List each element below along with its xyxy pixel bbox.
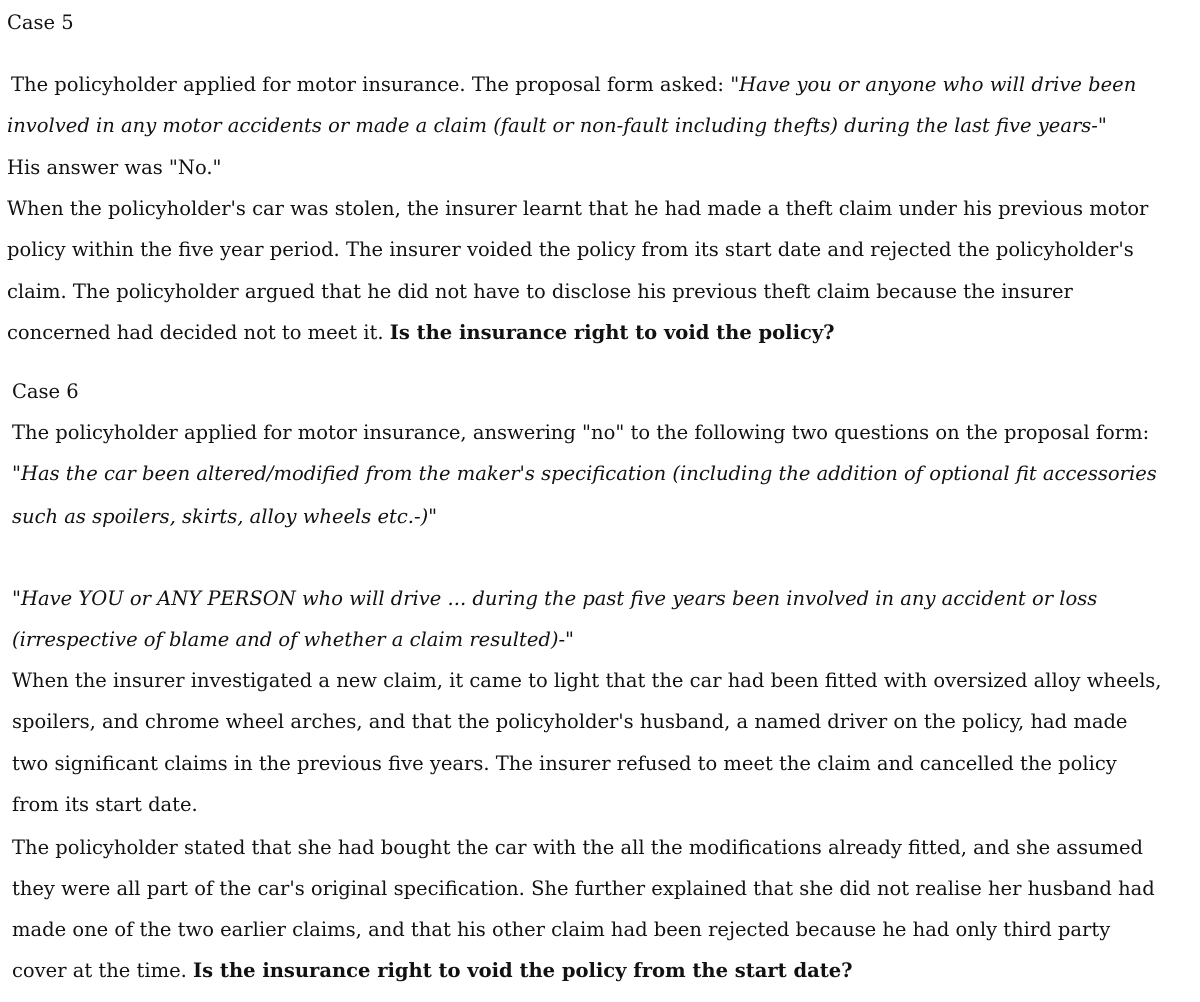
case6-question-2-line-1: "Have YOU or ANY PERSON who will drive ... during the past five years been involved in any accident or loss — [12, 587, 1098, 610]
case6-defence-text: cover at the time. — [12, 959, 194, 982]
case6-defence-line-4 — [12, 959, 853, 983]
case5-facts-line-3: claim. The policyholder argued that he did not have to disclose his previous theft claim because the insurer — [7, 280, 1073, 303]
case6-heading: Case 6 — [12, 380, 79, 403]
case6-question-1-line-1: "Has the car been altered/modified from the maker's specification (including the addition of optional fit accessories — [12, 462, 1157, 485]
case6-question-2-line-2: (irrespective of blame and of whether a claim resulted)-" — [12, 628, 575, 651]
case6-defence-line-2: they were all part of the car's original specification. She further explained that she did not realise her husband had — [12, 877, 1155, 900]
case6-facts-line-3: two significant claims in the previous five years. The insurer refused to meet the claim and cancelled the policy — [12, 752, 1117, 775]
case6-defence-line-3: made one of the two earlier claims, and that his other claim had been rejected because he had only third party — [12, 918, 1111, 941]
case5-heading: Case 5 — [7, 11, 74, 34]
case5-proposal-text: The policyholder applied for motor insurance. The proposal form asked: — [11, 73, 731, 96]
case6-question: Is the insurance right to void the policy from the start date? — [193, 959, 853, 982]
case6-defence-line-1: The policyholder stated that she had bought the car with the all the modifications already fitted, and she assumed — [12, 836, 1144, 859]
case6-facts-line-4: from its start date. — [12, 793, 198, 816]
case5-question: Is the insurance right to void the policy? — [389, 321, 835, 344]
case5-facts-line-2: policy within the five year period. The insurer voided the policy from its start date and rejected the policyholder's — [7, 238, 1134, 261]
case5-proposal-question: "Have you or anyone who will drive been — [730, 73, 1137, 96]
case5-facts-line-1: When the policyholder's car was stolen, the insurer learnt that he had made a theft claim under his previous motor — [7, 197, 1149, 220]
case6-question-1-line-2: such as spoilers, skirts, alloy wheels etc.-)" — [12, 505, 438, 528]
case6-intro: The policyholder applied for motor insurance, answering "no" to the following two questions on the proposal form: — [12, 421, 1150, 444]
case6-facts-line-1: When the insurer investigated a new claim, it came to light that the car had been fitted with oversized alloy wheels, — [12, 669, 1162, 692]
case5-facts-line-4 — [7, 321, 835, 345]
case5-question-line-2: involved in any motor accidents or made a claim (fault or non-fault including thefts) during the last five years-" — [7, 114, 1107, 137]
case5-question-line-1 — [11, 73, 1136, 97]
case5-facts-text: concerned had decided not to meet it. — [7, 321, 390, 344]
case5-answer: His answer was "No." — [7, 156, 222, 179]
case6-facts-line-2: spoilers, and chrome wheel arches, and that the policyholder's husband, a named driver on the policy, had made — [12, 710, 1128, 733]
